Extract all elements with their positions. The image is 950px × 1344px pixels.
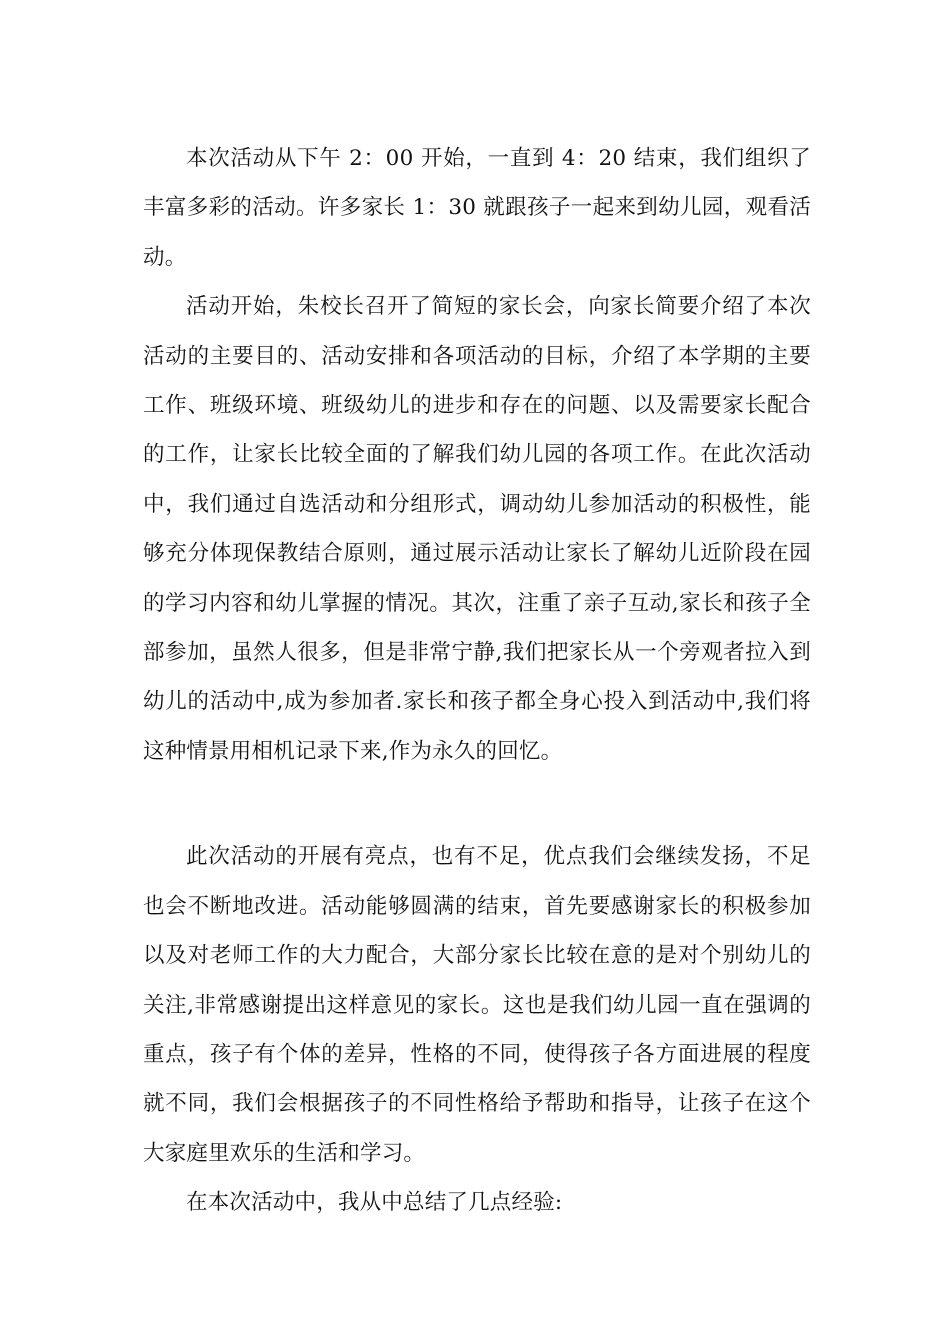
paragraph-activity-reflection: 此次活动的开展有亮点，也有不足，优点我们会继续发扬，不足也会不断地改进。活动能够圆满的结束，首先要感谢家长的积极参加以及对老师工作的大力配合，大部分家长比较在意的是对个别幼儿的关注,非常感谢提出这样意见的家长。这也是我们幼儿园一直在强调的重点，孩子有个体的差异，性格的不同，使得孩子各方面进展的程度就不同，我们会根据孩子的不同性格给予帮助和指导，让孩子在这个大家庭里欢乐的生活和学习。 <box>143 844 811 1166</box>
paragraph-activity-time: 本次活动从下午 2：00 开始，一直到 4：20 结束，我们组织了丰富多彩的活动。许多家长 1：30 就跟孩子一起来到幼儿园，观看活动。 <box>143 146 811 270</box>
paragraph-spacer <box>143 776 811 832</box>
paragraph-experience-intro: 在本次活动中，我从中总结了几点经验: <box>186 1190 563 1216</box>
paragraph-activity-content: 活动开始，朱校长召开了简短的家长会，向家长简要介绍了本次活动的主要目的、活动安排和各项活动的目标，介绍了本学期的主要工作、班级环境、班级幼儿的进步和存在的问题、以及需要家长配合的工作，让家长比较全面的了解我们幼儿园的各项工作。在此次活动中，我们通过自选活动和分组形式，调动幼儿参加活动的积极性，能够充分体现保教结合原则，通过展示活动让家长了解幼儿近阶段在园的学习内容和幼儿掌握的情况。其次，注重了亲子互动,家长和孩子全部参加，虽然人很多，但是非常宁静,我们把家长从一个旁观者拉入到幼儿的活动中,成为参加者.家长和孩子都全身心投入到活动中,我们将这种情景用相机记录下来,作为永久的回忆。 <box>143 294 811 764</box>
document-body <box>143 134 811 1228</box>
